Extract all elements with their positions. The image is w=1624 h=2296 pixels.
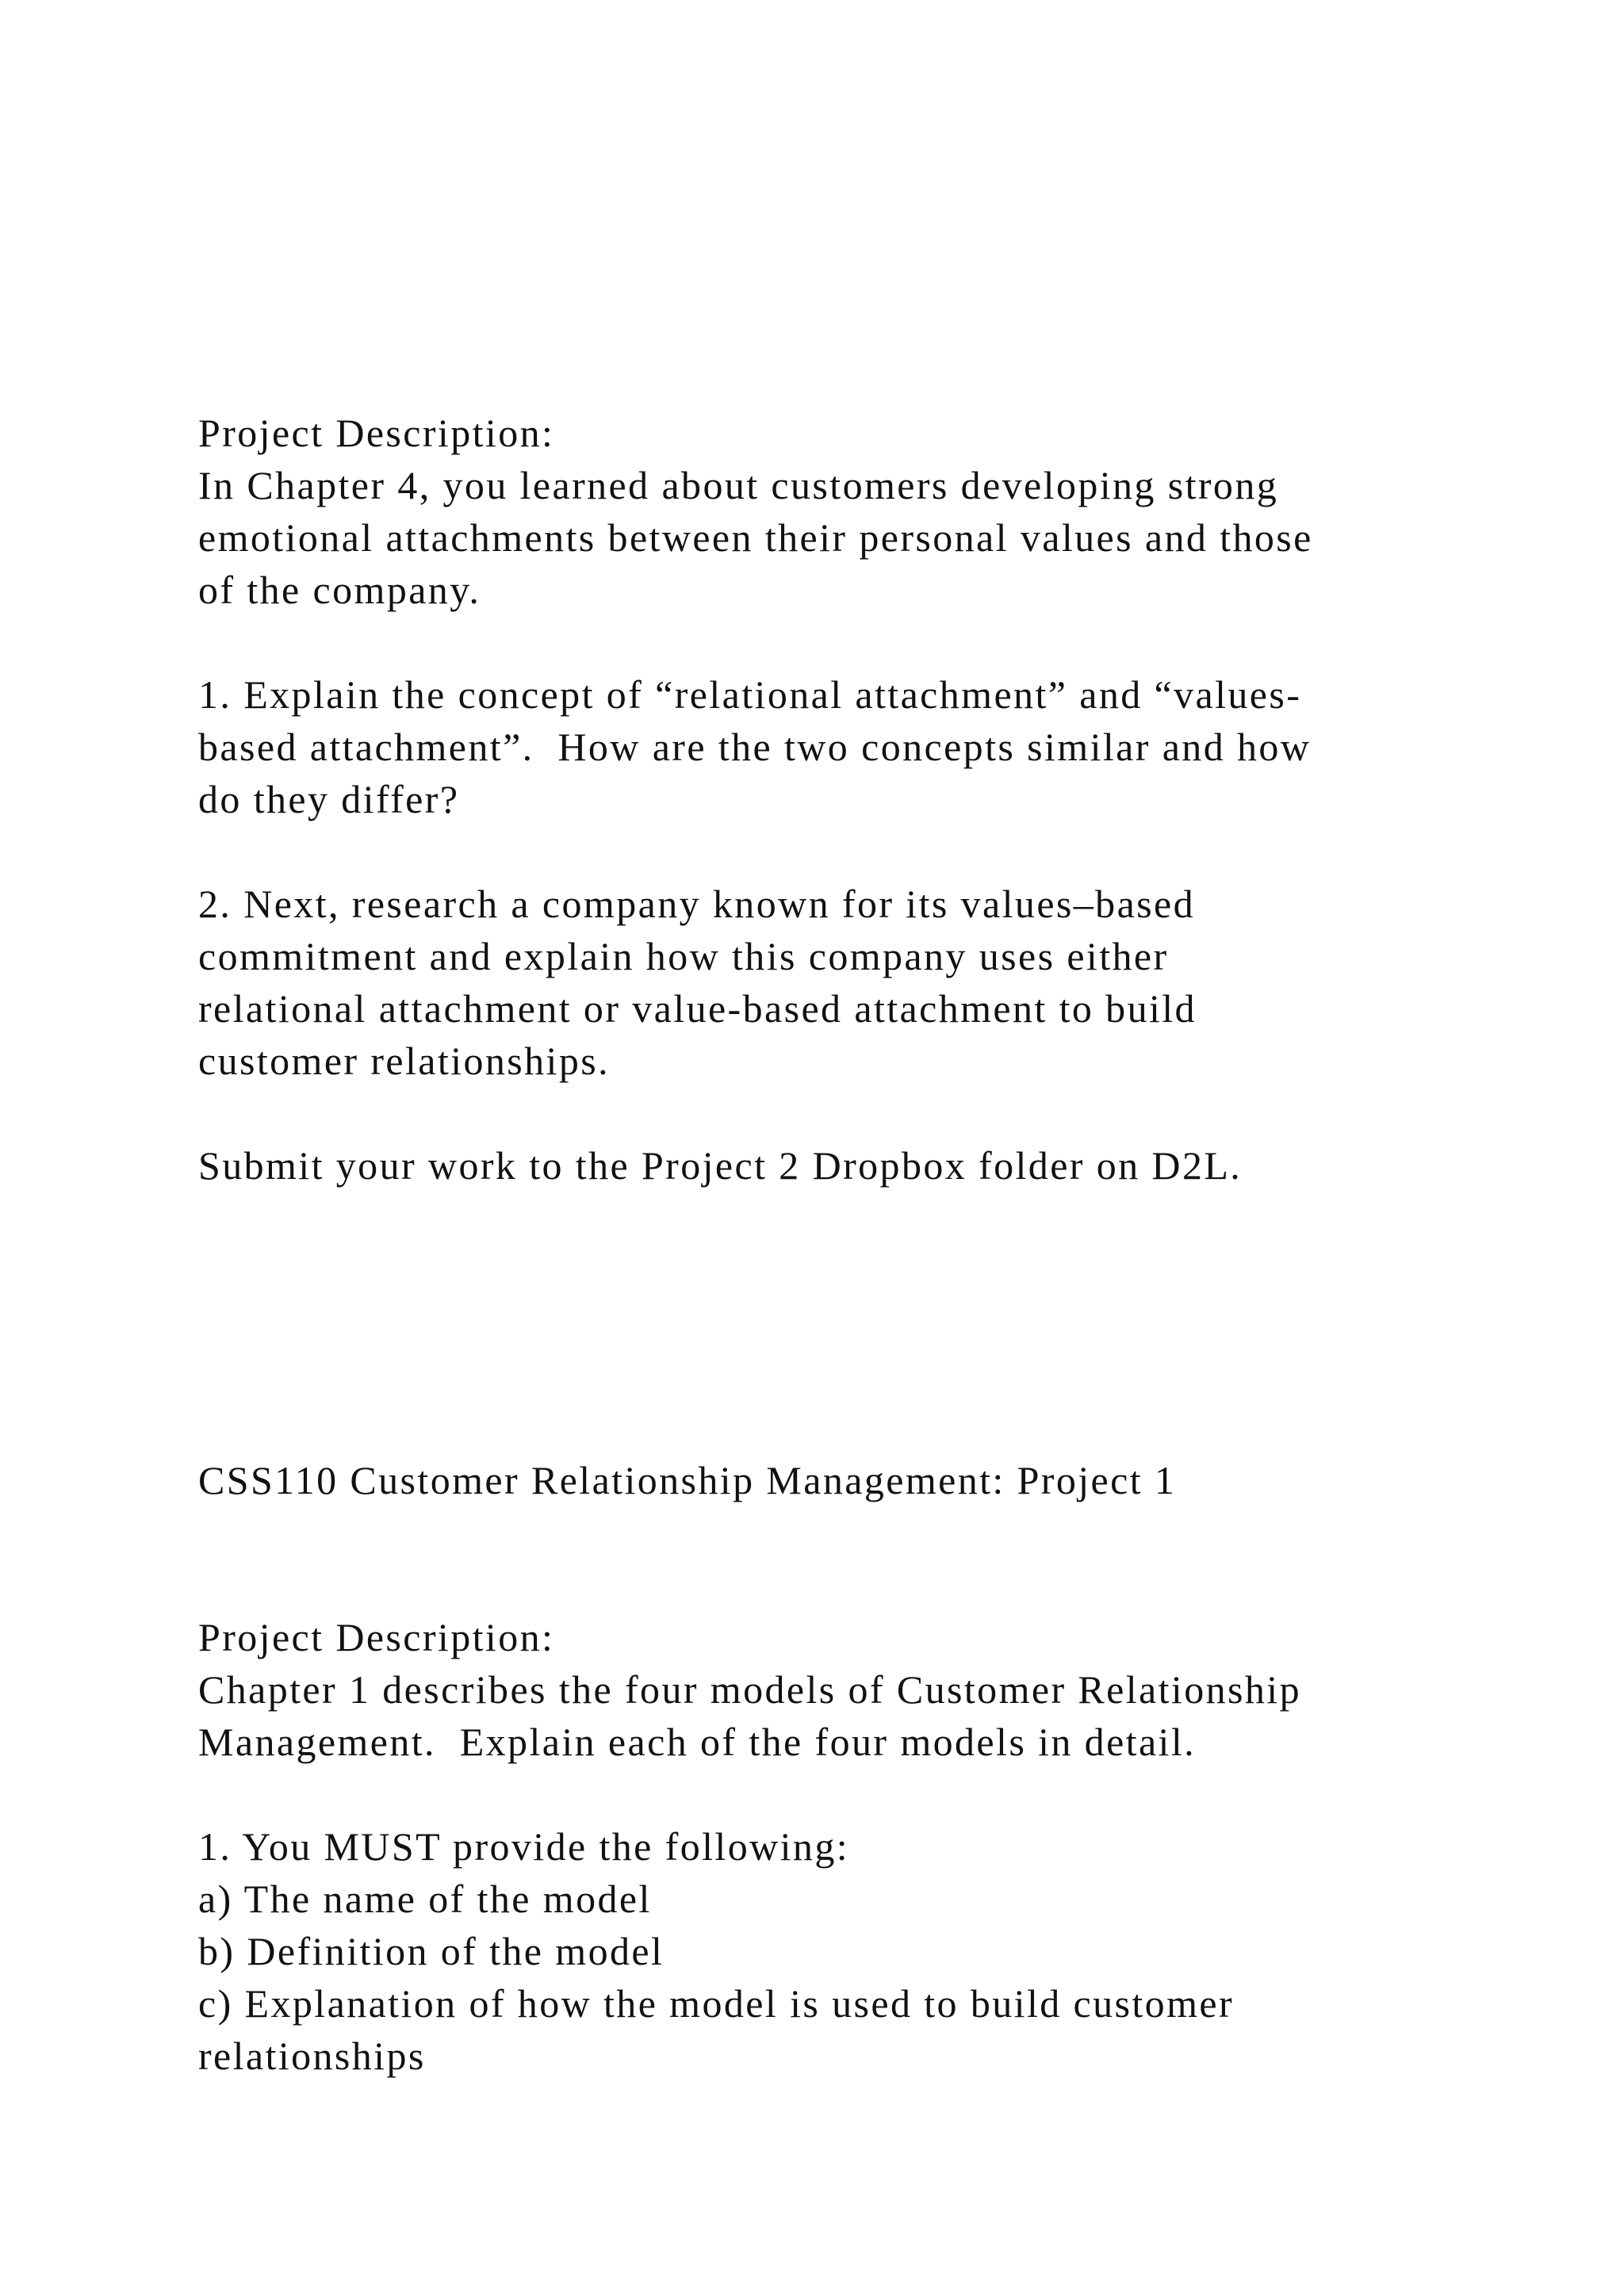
project2-intro-line-3: of the company. bbox=[198, 568, 481, 612]
project1-requirement-line-3: b) Definition of the model bbox=[198, 1929, 665, 1973]
project2-intro-line-1: In Chapter 4, you learned about customers developing strong bbox=[198, 463, 1279, 507]
project1-requirement-line-2: a) The name of the model bbox=[198, 1877, 652, 1921]
project2-question1-line-2: based attachment”. How are the two concepts similar and how bbox=[198, 725, 1312, 769]
project1-requirement-line-1: 1. You MUST provide the following: bbox=[198, 1824, 850, 1869]
project1-intro-line-2: Management. Explain each of the four models in detail. bbox=[198, 1720, 1197, 1764]
project1-title: CSS110 Customer Relationship Management: Project 1 bbox=[198, 1458, 1177, 1502]
project1-requirement-line-4: c) Explanation of how the model is used to build customer bbox=[198, 1981, 1235, 2026]
project2-heading: Project Description: bbox=[198, 411, 555, 455]
project2-question1-line-1: 1. Explain the concept of “relational attachment” and “values- bbox=[198, 672, 1302, 717]
project2-question2-line-4: customer relationships. bbox=[198, 1039, 610, 1083]
project2-question1-line-3: do they differ? bbox=[198, 777, 460, 821]
project1-intro-line-1: Chapter 1 describes the four models of Customer Relationship bbox=[198, 1667, 1301, 1712]
project2-submit-instruction: Submit your work to the Project 2 Dropbox folder on D2L. bbox=[198, 1143, 1243, 1188]
project2-intro-line-2: emotional attachments between their personal values and those bbox=[198, 515, 1313, 560]
project2-question2-line-1: 2. Next, research a company known for its values–based bbox=[198, 882, 1196, 926]
project1-requirement-line-5: relationships bbox=[198, 2034, 426, 2078]
project1-heading: Project Description: bbox=[198, 1615, 555, 1659]
project2-question2-line-2: commitment and explain how this company uses either bbox=[198, 934, 1169, 978]
project2-question2-line-3: relational attachment or value-based attachment to build bbox=[198, 986, 1197, 1031]
